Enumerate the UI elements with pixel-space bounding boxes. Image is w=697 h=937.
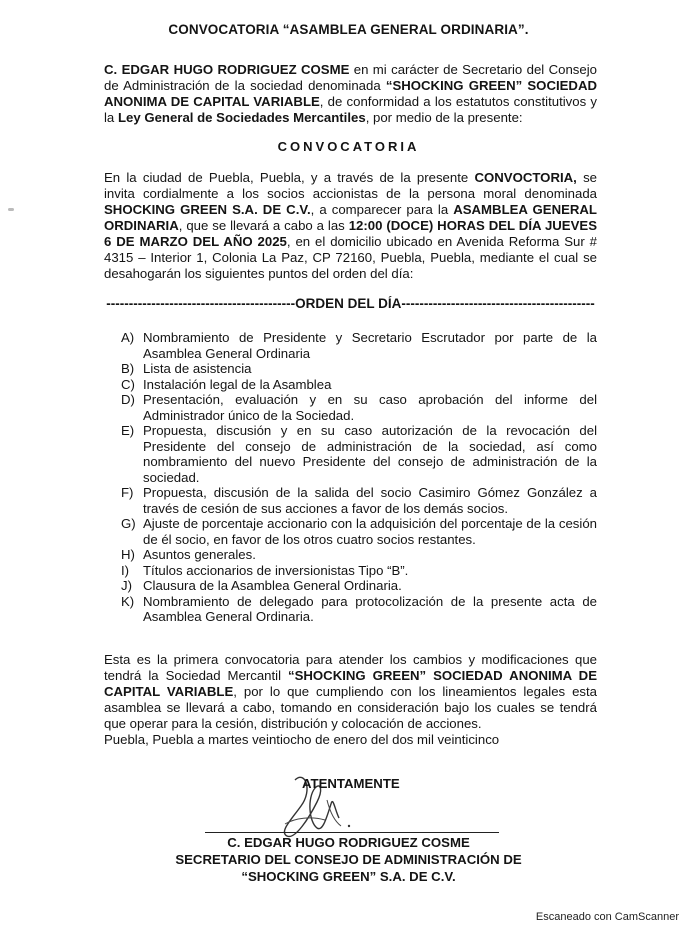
agenda-item-text: Presentación, evaluación y en su caso aprobación del informe del Administrador único de la Sociedad. xyxy=(143,392,597,423)
agenda-item-text: Asuntos generales. xyxy=(143,547,256,562)
agenda-item xyxy=(121,377,597,393)
agenda-item-text: Nombramiento de Presidente y Secretario Escrutador por parte de la Asamblea General Ordinaria xyxy=(143,330,597,361)
agenda-item xyxy=(121,516,597,547)
signer-company: “SHOCKING GREEN” S.A. DE C.V. xyxy=(241,869,456,884)
agenda-item xyxy=(121,485,597,516)
agenda-item-letter: A) xyxy=(121,330,135,345)
secretary-name: C. EDGAR HUGO RODRIGUEZ COSME xyxy=(104,62,350,77)
agenda-item-text: Propuesta, discusión y en su caso autorización de la revocación del Presidente del consejo de administración de la sociedad, así como nombramiento del nuevo Presidente del consejo de administración de la sociedad. xyxy=(143,423,597,485)
agenda-item-text: Nombramiento de delegado para protocolización de la presente acta de Asamblea General Ordinaria. xyxy=(143,593,597,624)
agenda-item-letter: C) xyxy=(121,376,135,392)
body-paragraph: En la ciudad de Puebla, Puebla, y a través de la presente CONVOCTORIA, se invita cordialmente a los socios accionistas de la persona moral denominada SHOCKING GREEN S.A. DE C.V., a comparecer para la ASAMBLEA GENERAL ORDINARIA, que se llevará a cabo a las 12:00 (DOCE) HORAS DEL DÍA JUEVES 6 DE MARZO DEL AÑO 2025, en el domicilio ubicado en Avenida Reforma Sur # 4315 – Interior 1, Colonia La Paz, CP 72160, Puebla, Puebla, mediante el cual se desahogarán los siguientes puntos del orden del día: xyxy=(104,170,598,281)
signer-role: SECRETARIO DEL CONSEJO DE ADMINISTRACIÓN DE xyxy=(175,852,522,867)
agenda-item-letter: B) xyxy=(121,361,135,376)
agenda-item-letter: I) xyxy=(121,562,130,578)
agenda-item xyxy=(121,547,597,563)
document-title: CONVOCATORIA “ASAMBLEA GENERAL ORDINARIA”. xyxy=(168,22,529,37)
convocatoria-heading: CONVOCATORIA xyxy=(277,139,420,154)
atentamente-label: ATENTAMENTE xyxy=(302,776,400,791)
company-name: “SHOCKING GREEN” SOCIEDAD ANONIMA DE CAPITAL VARIABLE xyxy=(104,78,597,109)
agenda-item-text: Clausura de la Asamblea General Ordinaria. xyxy=(143,578,402,593)
scanner-watermark: Escaneado con CamScanner xyxy=(535,911,679,923)
signer-name: C. EDGAR HUGO RODRIGUEZ COSME xyxy=(227,835,470,850)
signature-line xyxy=(205,832,499,833)
place-date: Puebla, Puebla a martes veintiocho de enero del dos mil veinticinco xyxy=(104,732,500,747)
agenda-item-text: Lista de asistencia xyxy=(143,361,252,376)
agenda-item-letter: E) xyxy=(121,423,135,438)
agenda-item-letter: F) xyxy=(121,485,134,500)
agenda-item xyxy=(121,578,597,594)
closing-paragraph: Esta es la primera convocatoria para atender los cambios y modificaciones que tendrá la Sociedad Mercantil “SHOCKING GREEN” SOCIEDAD ANONIMA DE CAPITAL VARIABLE, por lo que cumpliendo con los lineamientos legales esta asamblea se llevará a cabo, tomando en consideración bajo los cuales se tendrá que operar para la cesión, distribución y colocación de acciones. Puebla, Puebla a martes veintiocho de enero del dos mil veinticinco xyxy=(104,652,598,747)
agenda-item xyxy=(121,361,597,377)
agenda-item-letter: G) xyxy=(121,516,136,531)
agenda-item-letter: J) xyxy=(121,578,132,593)
agenda-item-text: Instalación legal de la Asamblea xyxy=(143,376,332,392)
scan-speck xyxy=(8,208,14,211)
agenda-item xyxy=(121,594,597,625)
agenda-item xyxy=(121,563,597,579)
agenda-item xyxy=(121,392,597,423)
agenda-item-text: Propuesta, discusión de la salida del socio Casimiro Gómez González a través de cesión de sus acciones a favor de los demás socios. xyxy=(143,485,597,516)
law-name: Ley General de Sociedades Mercantiles xyxy=(117,110,366,125)
agenda-item-text: Títulos accionarios de inversionistas Tipo “B”. xyxy=(143,562,409,578)
agenda-item-letter: D) xyxy=(121,392,135,407)
agenda-item-letter: K) xyxy=(121,593,135,609)
agenda-item xyxy=(121,330,597,361)
orden-del-dia-heading: ------------------------------------------ORDEN DEL DÍA------------------------------------------- xyxy=(106,296,595,311)
agenda-item xyxy=(121,423,597,485)
agenda-list xyxy=(121,330,597,625)
agenda-item-letter: H) xyxy=(121,547,135,562)
agenda-item-text: Ajuste de porcentaje accionario con la adquisición del porcentaje de la cesión de él socio, en favor de los otros cuatro socios restantes. xyxy=(143,516,597,547)
intro-paragraph: C. EDGAR HUGO RODRIGUEZ COSME en mi carácter de Secretario del Consejo de Administración de la sociedad denominada “SHOCKING GREEN” SOCIEDAD ANONIMA DE CAPITAL VARIABLE, de conformidad a los estatutos constitutivos y la Ley General de Sociedades Mercantiles, por medio de la presente: xyxy=(104,62,597,125)
